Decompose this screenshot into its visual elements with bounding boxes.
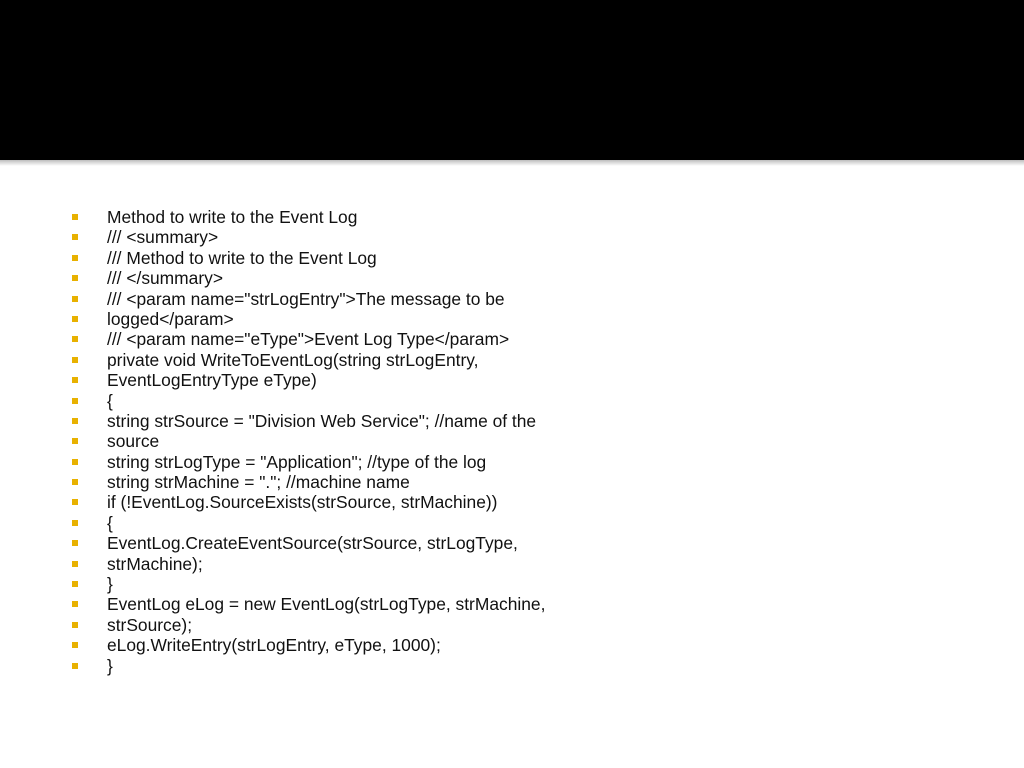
square-bullet-icon: [72, 642, 78, 648]
list-item-text: {: [107, 512, 113, 533]
list-item: [72, 656, 972, 676]
list-item: [72, 594, 972, 614]
list-item-text: EventLog.CreateEventSource(strSource, strLogType,: [107, 533, 518, 554]
list-item: [72, 227, 972, 247]
list-item-text: Method to write to the Event Log: [107, 207, 358, 227]
list-item: [72, 268, 972, 288]
square-bullet-icon: [72, 459, 78, 465]
title-band: [0, 0, 1024, 160]
title-divider: [0, 160, 1024, 166]
list-item: [72, 472, 972, 492]
list-item-text: private void WriteToEventLog(string strLogEntry,: [107, 349, 479, 370]
square-bullet-icon: [72, 296, 78, 302]
square-bullet-icon: [72, 398, 78, 404]
list-item: [72, 350, 972, 370]
square-bullet-icon: [72, 234, 78, 240]
list-item-text: eLog.WriteEntry(strLogEntry, eType, 1000);: [107, 635, 441, 656]
list-item-text: }: [107, 655, 113, 676]
square-bullet-icon: [72, 622, 78, 628]
list-item: [72, 615, 972, 635]
list-item-text: logged</param>: [107, 308, 234, 329]
square-bullet-icon: [72, 601, 78, 607]
square-bullet-icon: [72, 255, 78, 261]
square-bullet-icon: [72, 418, 78, 424]
list-item-text: /// <param name="eType">Event Log Type</param>: [107, 329, 510, 350]
square-bullet-icon: [72, 377, 78, 383]
list-item-text: EventLogEntryType eType): [107, 370, 317, 391]
list-item-text: /// <param name="strLogEntry">The message to be: [107, 288, 505, 309]
bullet-list: [72, 207, 972, 676]
list-item-text: string strLogType = "Application"; //type of the log: [107, 451, 487, 472]
list-item: [72, 370, 972, 390]
list-item-text: {: [107, 390, 113, 411]
square-bullet-icon: [72, 275, 78, 281]
list-item: [72, 554, 972, 574]
list-item: [72, 533, 972, 553]
list-item-text: strMachine);: [107, 553, 203, 574]
square-bullet-icon: [72, 479, 78, 485]
list-item: [72, 411, 972, 431]
square-bullet-icon: [72, 438, 78, 444]
list-item: [72, 431, 972, 451]
list-item: [72, 452, 972, 472]
list-item-text: /// Method to write to the Event Log: [107, 247, 377, 268]
list-item-text: }: [107, 574, 113, 595]
list-item: [72, 635, 972, 655]
list-item: [72, 574, 972, 594]
list-item: [72, 207, 972, 227]
list-item-text: /// <summary>: [107, 227, 219, 248]
square-bullet-icon: [72, 663, 78, 669]
list-item-text: EventLog eLog = new EventLog(strLogType, strMachine,: [107, 594, 546, 615]
list-item-text: string strSource = "Division Web Service"; //name of the: [107, 410, 537, 431]
list-item: [72, 391, 972, 411]
list-item-text: source: [107, 431, 160, 452]
list-item: [72, 492, 972, 512]
square-bullet-icon: [72, 520, 78, 526]
list-item-text: strSource);: [107, 614, 193, 635]
square-bullet-icon: [72, 499, 78, 505]
list-item: [72, 309, 972, 329]
square-bullet-icon: [72, 561, 78, 567]
square-bullet-icon: [72, 540, 78, 546]
square-bullet-icon: [72, 214, 78, 220]
list-item-text: /// </summary>: [107, 268, 223, 289]
square-bullet-icon: [72, 316, 78, 322]
list-item: [72, 329, 972, 349]
list-item-text: string strMachine = "."; //machine name: [107, 472, 410, 493]
square-bullet-icon: [72, 336, 78, 342]
square-bullet-icon: [72, 581, 78, 587]
list-item: [72, 513, 972, 533]
square-bullet-icon: [72, 357, 78, 363]
list-item-text: if (!EventLog.SourceExists(strSource, strMachine)): [107, 492, 498, 513]
list-item: [72, 248, 972, 268]
list-item: [72, 289, 972, 309]
